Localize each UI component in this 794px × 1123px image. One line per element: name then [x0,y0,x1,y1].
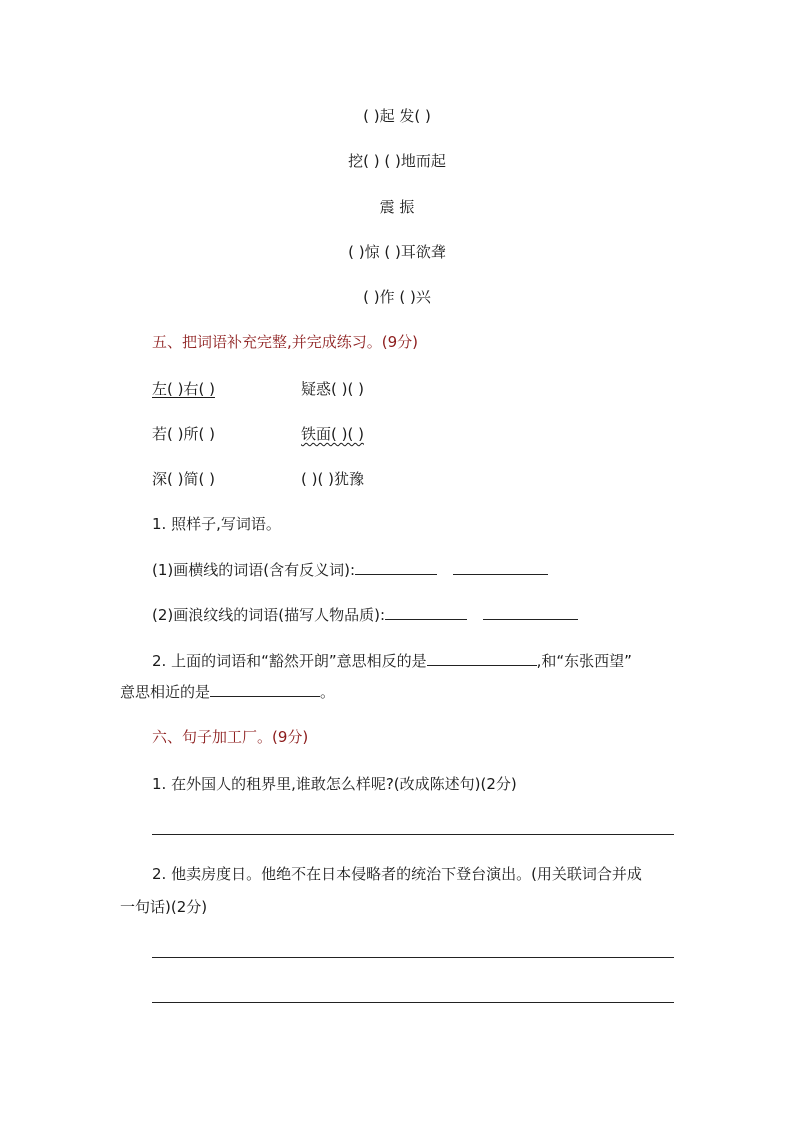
question-5-1-2-text: (2)画浪纹线的词语(描写人物品质): [152,606,386,624]
question-5-2-text-b: ,和“东张西望” [536,652,632,670]
question-5-1: 1. 照样子,写词语。 [152,515,281,533]
word-row-4: ( )惊 ( )耳欲聋 [348,243,446,261]
fill-hesitate: ( )( )犹豫 [301,470,364,488]
question-5-2-line2 [120,682,335,702]
answer-blank[interactable] [385,605,467,620]
answer-blank[interactable] [210,682,320,697]
question-5-2-text-c: 意思相近的是 [120,683,211,701]
word-row-3: 震 振 [379,198,415,216]
section6-heading: 六、句子加工厂。(9分) [152,728,309,746]
question-6-2-line1: 2. 他卖房度日。他绝不在日本侵略者的统治下登台演出。(用关联词合并成 [152,865,642,883]
question-5-1-1-text: (1)画横线的词语(含有反义词): [152,561,356,579]
fill-iron-face: 铁面( )( ) [301,425,364,443]
word-row-1: ( )起 发( ) [363,107,431,125]
answer-blank[interactable] [453,560,548,575]
fill-ruo-suo: 若( )所( ) [152,425,215,443]
answer-line[interactable] [152,957,674,958]
word-row-5: ( )作 ( )兴 [363,288,431,306]
question-5-2-text-a: 2. 上面的词语和“豁然开朗”意思相反的是 [152,652,427,670]
fill-left-right: 左( )右( ) [152,380,215,398]
answer-blank[interactable] [355,560,437,575]
question-5-1-2 [152,605,578,625]
fill-doubt: 疑惑( )( ) [301,380,364,398]
answer-line[interactable] [152,834,674,835]
section5-heading: 五、把词语补充完整,并完成练习。(9分) [152,333,419,351]
word-row-2: 挖( ) ( )地而起 [348,152,446,170]
question-5-2-text-d: 。 [320,683,336,701]
question-5-2-line1 [152,651,632,671]
answer-line[interactable] [152,1002,674,1003]
question-5-1-1 [152,560,548,580]
question-6-2-line2: 一句话)(2分) [120,898,208,916]
answer-blank[interactable] [483,605,578,620]
fill-shen-jian: 深( )简( ) [152,470,215,488]
answer-blank[interactable] [427,651,537,666]
question-6-1: 1. 在外国人的租界里,谁敢怎么样呢?(改成陈述句)(2分) [152,775,517,793]
